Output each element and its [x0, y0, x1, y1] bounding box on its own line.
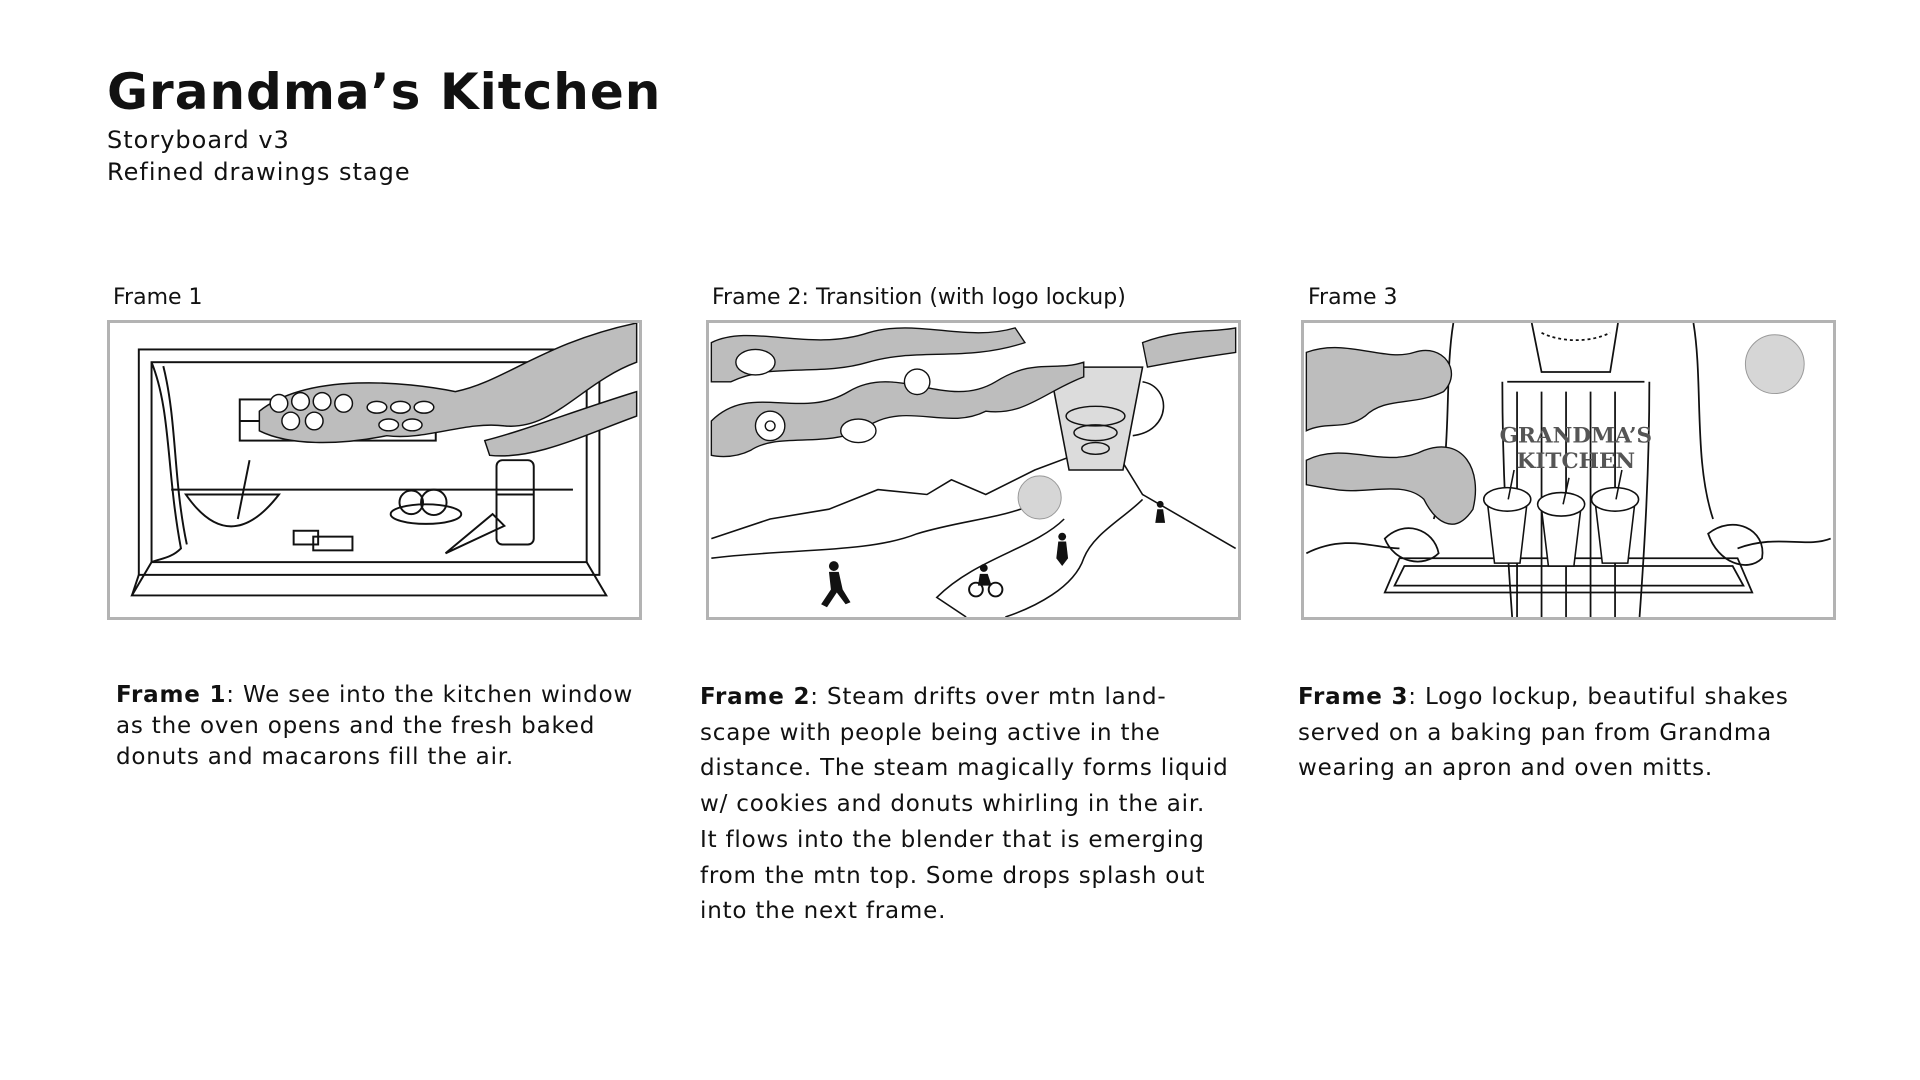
grandma-tray-sketch [1304, 323, 1833, 617]
mountain-transition-sketch [709, 323, 1238, 617]
frame-3-description-body: : Logo lockup, beautiful shakes served on a baking pan from Grandma wearing an apron and oven mitts. [1298, 684, 1789, 782]
header [107, 60, 661, 188]
logo-line-1: GRANDMA’S [1499, 423, 1653, 449]
page-title: Grandma’s Kitchen [107, 63, 662, 121]
frame-1-description [116, 680, 646, 773]
frame-1-label: Frame 1 [113, 285, 203, 310]
kitchen-oven-sketch [110, 323, 639, 617]
version-subtitle: Storyboard v3 [107, 126, 290, 154]
frame-3-label: Frame 3 [1308, 285, 1398, 310]
frame-2-description-body: : Steam drifts over mtn land-scape with people being active in the distance. The steam magically forms liquid w/ cookies and donuts whirling in the air. It flows into the blender that is emerging from the mtn top. Some drops splash out into the next frame. [700, 684, 1229, 925]
frame-1-description-body: : We see into the kitchen window as the oven opens and the fresh baked donuts and macarons fill the air. [116, 682, 634, 770]
frame-2-description-title: Frame 2 [700, 684, 811, 710]
frame-1-description-title: Frame 1 [116, 682, 227, 708]
frame-3-description [1298, 680, 1838, 787]
frame-3-illustration[interactable] [1301, 320, 1836, 620]
logo-line-2: KITCHEN [1516, 449, 1636, 475]
frame-3-description-title: Frame 3 [1298, 684, 1409, 710]
frame-2-description [700, 680, 1230, 930]
frame-1-illustration[interactable] [107, 320, 642, 620]
frame-2-label: Frame 2: Transition (with logo lockup) [712, 285, 1126, 310]
stage-subtitle: Refined drawings stage [107, 158, 411, 186]
frame-2-illustration[interactable] [706, 320, 1241, 620]
